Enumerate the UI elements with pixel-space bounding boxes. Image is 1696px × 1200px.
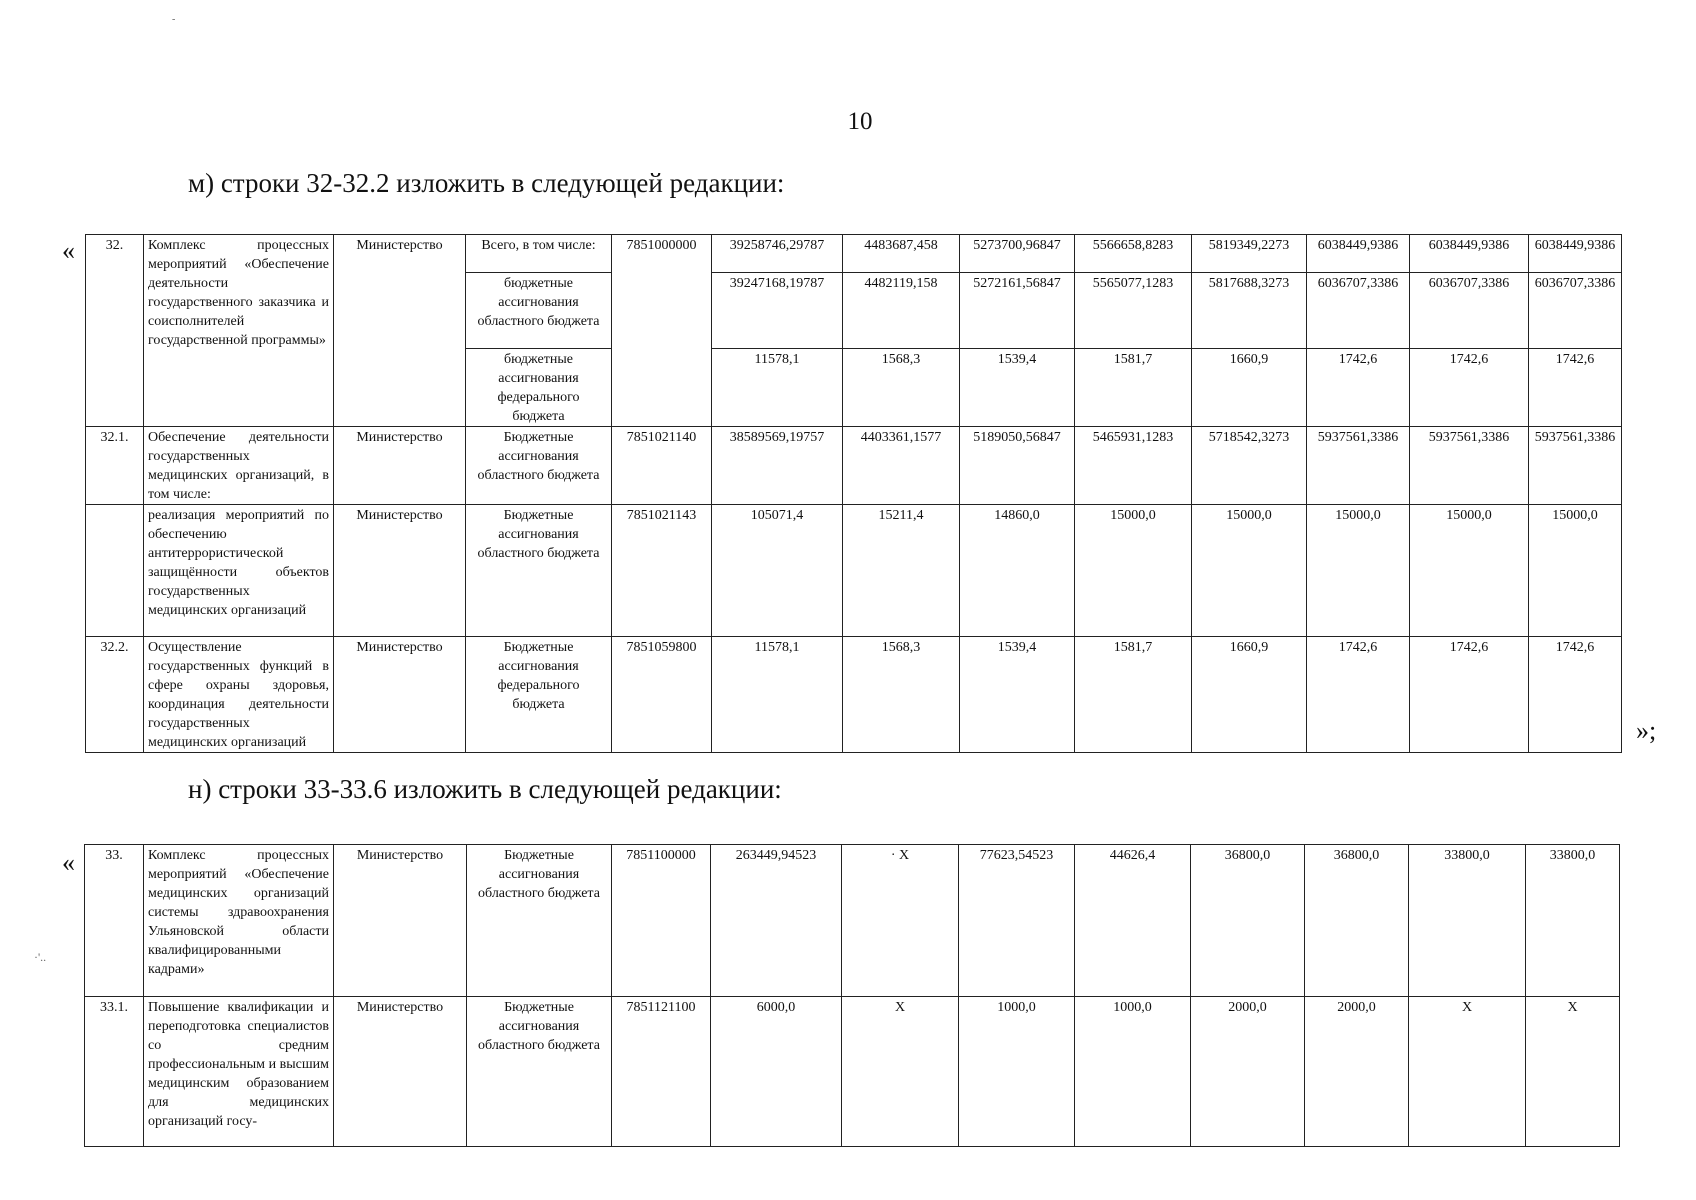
row-name: Повышение квалификации и переподготовка специалистов со средним профессиональным и высшим медицинским образованием для медицинских организаций госу-: [144, 997, 334, 1147]
funding-source: Бюджетные ассигнования федерального бюджета: [466, 637, 612, 753]
value-cell: 15000,0: [1075, 505, 1192, 637]
value-cell: 33800,0: [1526, 845, 1620, 997]
value-cell: 1539,4: [960, 349, 1075, 427]
row-name: Осуществление государственных функций в сфере охраны здоровья, координация деятельности государственных медицинских организаций: [144, 637, 334, 753]
row-number: [86, 505, 144, 637]
funding-source: бюджетные ассигнования федерального бюджета: [466, 349, 612, 427]
value-cell: 4483687,458: [843, 235, 960, 273]
value-cell: 1581,7: [1075, 349, 1192, 427]
value-cell: 2000,0: [1191, 997, 1305, 1147]
value-cell: 38589569,19757: [712, 427, 843, 505]
budget-table-n: [84, 844, 1620, 1147]
value-cell: 6036707,3386: [1307, 273, 1410, 349]
value-cell: X: [1409, 997, 1526, 1147]
value-cell: 15211,4: [843, 505, 960, 637]
value-cell: 1568,3: [843, 637, 960, 753]
value-cell: · X: [842, 845, 959, 997]
value-cell: 6038449,9386: [1410, 235, 1529, 273]
value-cell: 263449,94523: [711, 845, 842, 997]
value-cell: 1660,9: [1192, 349, 1307, 427]
section-n-heading: н) строки 33-33.6 изложить в следующей редакции:: [188, 774, 782, 804]
value-cell: 1568,3: [843, 349, 960, 427]
budget-table-m: [85, 234, 1622, 753]
funding-source: Бюджетные ассигнования областного бюджета: [466, 427, 612, 505]
open-quote-n: «: [62, 848, 75, 877]
row-executor: Министерство: [334, 997, 467, 1147]
table-row: [86, 505, 1622, 637]
value-cell: 14860,0: [960, 505, 1075, 637]
scan-speck: -: [172, 14, 176, 25]
value-cell: 36800,0: [1305, 845, 1409, 997]
row-executor: Министерство: [334, 845, 467, 997]
row-name: Обеспечение деятельности государственных медицинских организаций, в том числе:: [144, 427, 334, 505]
row-executor: Министерство: [334, 637, 466, 753]
funding-source: бюджетные ассигнования областного бюджета: [466, 273, 612, 349]
value-cell: 2000,0: [1305, 997, 1409, 1147]
value-cell: 6038449,9386: [1307, 235, 1410, 273]
open-quote-m: «: [62, 236, 75, 265]
value-cell: X: [1526, 997, 1620, 1147]
value-cell: 5273700,96847: [960, 235, 1075, 273]
value-cell: 4403361,1577: [843, 427, 960, 505]
value-cell: 5189050,56847: [960, 427, 1075, 505]
value-cell: 1581,7: [1075, 637, 1192, 753]
value-cell: 39247168,19787: [712, 273, 843, 349]
value-cell: 5819349,2273: [1192, 235, 1307, 273]
value-cell: 1742,6: [1529, 637, 1622, 753]
value-cell: 33800,0: [1409, 845, 1526, 997]
value-cell: 15000,0: [1307, 505, 1410, 637]
value-cell: 6036707,3386: [1529, 273, 1622, 349]
value-cell: 1000,0: [959, 997, 1075, 1147]
value-cell: 1539,4: [960, 637, 1075, 753]
value-cell: 6000,0: [711, 997, 842, 1147]
value-cell: 15000,0: [1410, 505, 1529, 637]
page-number: 10: [847, 108, 873, 135]
funding-source: Бюджетные ассигнования областного бюджета: [466, 505, 612, 637]
row-number: 33.1.: [85, 997, 144, 1147]
value-cell: 5566658,8283: [1075, 235, 1192, 273]
funding-source: Бюджетные ассигнования областного бюджета: [467, 997, 612, 1147]
value-cell: 1660,9: [1192, 637, 1307, 753]
table-row: [86, 235, 1622, 273]
value-cell: 39258746,29787: [712, 235, 843, 273]
row-executor: Министерство: [334, 427, 466, 505]
value-cell: 105071,4: [712, 505, 843, 637]
table-row: [86, 637, 1622, 753]
value-cell: 5465931,1283: [1075, 427, 1192, 505]
value-cell: 6036707,3386: [1410, 273, 1529, 349]
budget-code: 7851121100: [612, 997, 711, 1147]
value-cell: 5817688,3273: [1192, 273, 1307, 349]
row-number: 32.1.: [86, 427, 144, 505]
value-cell: 1742,6: [1307, 637, 1410, 753]
value-cell: 5718542,3273: [1192, 427, 1307, 505]
budget-code: 7851021140: [612, 427, 712, 505]
value-cell: 5272161,56847: [960, 273, 1075, 349]
funding-source: Всего, в том числе:: [466, 235, 612, 273]
value-cell: 11578,1: [712, 349, 843, 427]
value-cell: 4482119,158: [843, 273, 960, 349]
row-number: 32.2.: [86, 637, 144, 753]
value-cell: 1742,6: [1410, 349, 1529, 427]
budget-code: 7851021143: [612, 505, 712, 637]
row-number: 32.: [86, 235, 144, 427]
table-row: [85, 997, 1620, 1147]
row-executor: Министерство: [334, 235, 466, 427]
row-name: Комплекс процессных мероприятий «Обеспечение деятельности государственного заказчика и соисполнителей государственной программы»: [144, 235, 334, 427]
value-cell: X: [842, 997, 959, 1147]
value-cell: 36800,0: [1191, 845, 1305, 997]
value-cell: 1000,0: [1075, 997, 1191, 1147]
value-cell: 11578,1: [712, 637, 843, 753]
row-number: 33.: [85, 845, 144, 997]
row-name: Комплекс процессных мероприятий «Обеспечение медицинских организаций системы здравоохранения Ульяновской области квалифицированными кадрами»: [144, 845, 334, 997]
row-name: реализация мероприятий по обеспечению антитеррористической защищённости объектов государственных медицинских организаций: [144, 505, 334, 637]
section-m-heading: м) строки 32-32.2 изложить в следующей редакции:: [188, 168, 785, 198]
value-cell: 1742,6: [1529, 349, 1622, 427]
value-cell: 5937561,3386: [1529, 427, 1622, 505]
value-cell: 5937561,3386: [1410, 427, 1529, 505]
value-cell: 77623,54523: [959, 845, 1075, 997]
funding-source: Бюджетные ассигнования областного бюджета: [467, 845, 612, 997]
value-cell: 15000,0: [1192, 505, 1307, 637]
table-row: [86, 427, 1622, 505]
value-cell: 5937561,3386: [1307, 427, 1410, 505]
value-cell: 44626,4: [1075, 845, 1191, 997]
table-row: [85, 845, 1620, 997]
budget-code: 7851100000: [612, 845, 711, 997]
value-cell: 5565077,1283: [1075, 273, 1192, 349]
value-cell: 1742,6: [1410, 637, 1529, 753]
value-cell: 15000,0: [1529, 505, 1622, 637]
budget-code: 7851000000: [612, 235, 712, 427]
row-executor: Министерство: [334, 505, 466, 637]
scan-speck: ·'..: [34, 950, 47, 964]
budget-code: 7851059800: [612, 637, 712, 753]
value-cell: 6038449,9386: [1529, 235, 1622, 273]
close-quote-m: »;: [1636, 716, 1657, 745]
value-cell: 1742,6: [1307, 349, 1410, 427]
